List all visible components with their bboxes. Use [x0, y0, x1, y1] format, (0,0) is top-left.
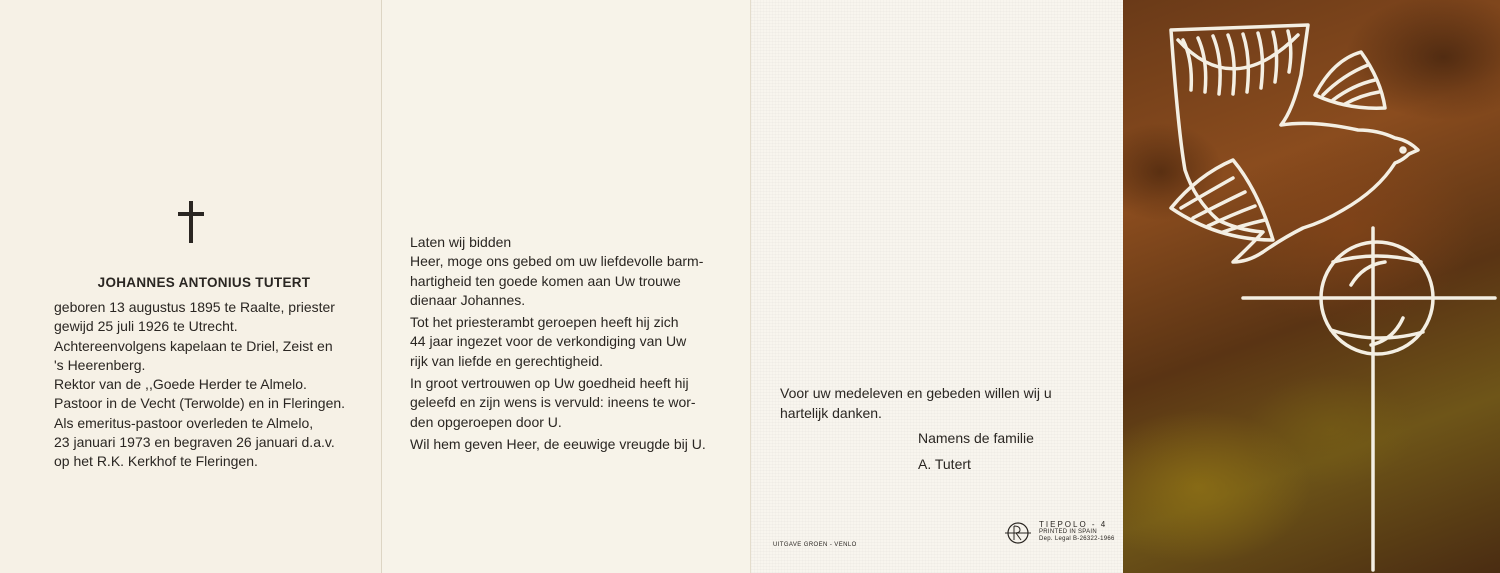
printer-legal: Dep. Legal B-26322-1966 — [1039, 536, 1115, 542]
family-signature — [918, 425, 1034, 477]
signature-line-2: A. Tutert — [918, 456, 971, 472]
signature-line-1: Namens de familie — [918, 430, 1034, 446]
bio-line: op het R.K. Kerkhof te Fleringen. — [54, 453, 258, 470]
prayer-line: den opgeroepen door U. — [410, 413, 562, 430]
thanks-panel — [750, 0, 1123, 573]
bio-line: 23 januari 1973 en begraven 26 januari d.a.v. — [54, 434, 335, 451]
prayer-paragraph — [410, 313, 733, 371]
printer-origin: PRINTED IN SPAIN — [1039, 528, 1098, 535]
prayer-paragraph — [410, 252, 733, 310]
prayer-line: 44 jaar ingezet voor de verkondiging van Uw — [410, 333, 687, 350]
cross-icon — [178, 201, 204, 243]
printer-logo-icon — [1003, 520, 1033, 546]
prayer-text — [410, 233, 733, 457]
bio-line: Pastoor in de Vecht (Terwolde) en in Fleringen. — [54, 395, 346, 412]
dove-cross-illustration — [1123, 0, 1500, 573]
biography-text — [54, 298, 354, 472]
thanks-line: Voor uw medeleven en gebeden willen wij u — [780, 385, 1052, 401]
prayer-line: Heer, moge ons gebed om uw liefdevolle barm- — [410, 253, 704, 270]
bio-line: geboren 13 augustus 1895 te Raalte, priester — [54, 299, 335, 315]
artwork-panel — [1123, 0, 1500, 573]
prayer-heading: Laten wij bidden — [410, 234, 512, 250]
prayer-paragraph — [410, 435, 733, 454]
prayer-line: geleefd en zijn wens is vervuld: ineens te wor- — [410, 394, 696, 411]
bio-line: Als emeritus-pastoor overleden te Almelo, — [54, 414, 314, 431]
printer-imprint — [1039, 521, 1115, 544]
prayer-line: Wil hem geven Heer, de eeuwige vreugde bij U. — [410, 435, 706, 452]
publisher-imprint: UITGAVE GROEN - VENLO — [773, 542, 857, 548]
deceased-name: JOHANNES ANTONIUS TUTERT — [97, 275, 311, 290]
prayer-line: dienaar Johannes. — [410, 291, 526, 308]
prayer-line: hartigheid ten goede komen aan Uw trouwe — [410, 272, 681, 289]
bio-line: Achtereenvolgens kapelaan te Driel, Zeist en — [54, 337, 333, 354]
printer-series: TIEPOLO - 4 — [1039, 520, 1108, 529]
prayer-paragraph — [410, 374, 733, 432]
prayer-line: Tot het priesterambt geroepen heeft hij zich — [410, 314, 679, 331]
prayer-line: In groot vertrouwen op Uw goedheid heeft hij — [410, 375, 689, 392]
thanks-message — [780, 383, 1106, 423]
bio-line: gewijd 25 juli 1926 te Utrecht. — [54, 318, 238, 335]
thanks-line: hartelijk danken. — [780, 405, 882, 421]
bio-line: Rektor van de ,,Goede Herder te Almelo. — [54, 376, 307, 393]
prayer-line: rijk van liefde en gerechtigheid. — [410, 352, 604, 369]
bio-line: 's Heerenberg. — [54, 356, 146, 373]
